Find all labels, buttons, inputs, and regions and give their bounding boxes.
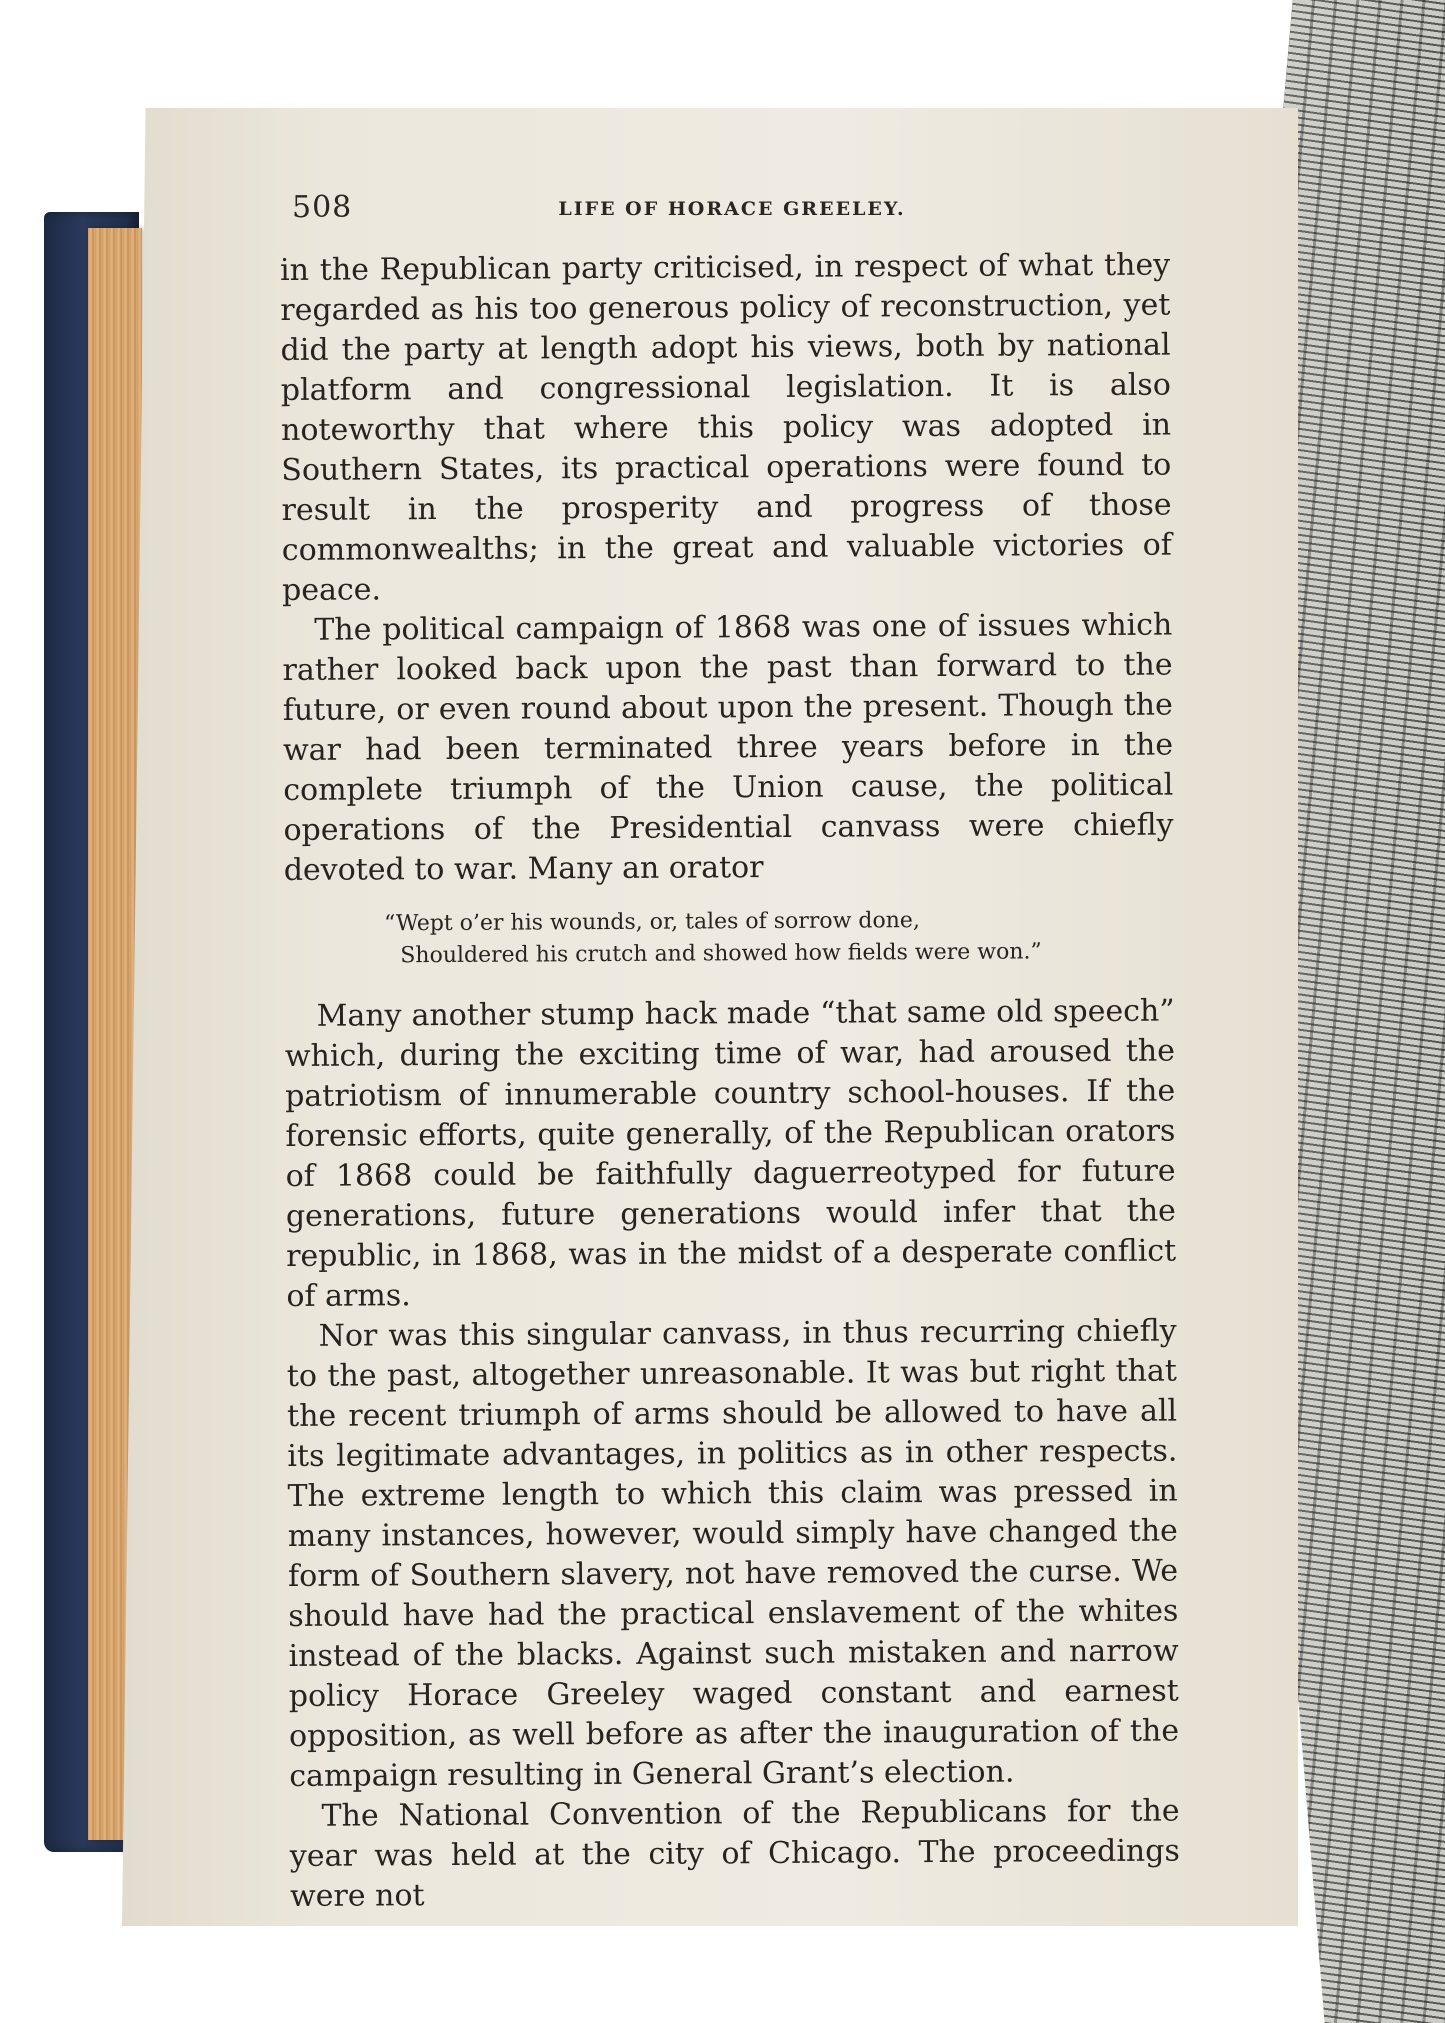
paragraph: The political campaign of 1868 was one of issues which rather looked back upon the past than forward to the future, or even round about upon the present. Though the war had been terminated three years before in the complete triumph of the Union cause, the political operations of the Presidential canvass were chiefly devoted to war. Many an orator bbox=[282, 607, 1174, 888]
paragraph: in the Republican party criticised, in respect of what they regarded as his too generous policy of reconstruction, yet did the party at length adopt his views, both by national platform and congressional legislation. It is also noteworthy that where this policy was adopted in Southern States, its practical operations were found to result in the prosperity and progress of those commonwealths; in the great and valuable victories of peace. bbox=[280, 247, 1172, 608]
page-header bbox=[292, 190, 1172, 230]
body-text bbox=[280, 246, 1180, 1917]
running-head: LIFE OF HORACE GREELEY. bbox=[558, 198, 906, 220]
verse-line: “Wept o’er his wounds, or, tales of sorrow done, bbox=[384, 908, 920, 937]
paragraph: Nor was this singular canvass, in thus recurring chiefly to the past, altogether unreasonable. It was but right that the recent triumph of arms should be allowed to have all its legitimate advantages, in politics as in other respects. The extreme length to which this claim was pressed in many instances, however, would simply have changed the form of Southern slavery, not have removed the curse. We should have had the practical enslavement of the whites instead of the blacks. Against such mistaken and narrow policy Horace Greeley waged constant and earnest opposition, as well before as after the inauguration of the campaign resulting in General Grant’s election. bbox=[286, 1313, 1180, 1794]
verse-line: Shouldered his crutch and showed how fields were won.” bbox=[400, 939, 1042, 969]
paragraph: Many another stump hack made “that same old speech” which, during the exciting time of war, had aroused the patriotism of innumerable country school-houses. If the forensic efforts, quite generally, of the Republican orators of 1868 could be faithfully daguerreotyped for future generations, future generations would infer that the republic, in 1868, was in the midst of a desperate conflict of arms. bbox=[284, 993, 1177, 1314]
paragraph: The National Convention of the Republicans for the year was held at the city of Chicago. The proceedings were not bbox=[289, 1793, 1180, 1914]
page-number: 508 bbox=[292, 190, 353, 225]
verse-quote bbox=[284, 904, 1174, 973]
